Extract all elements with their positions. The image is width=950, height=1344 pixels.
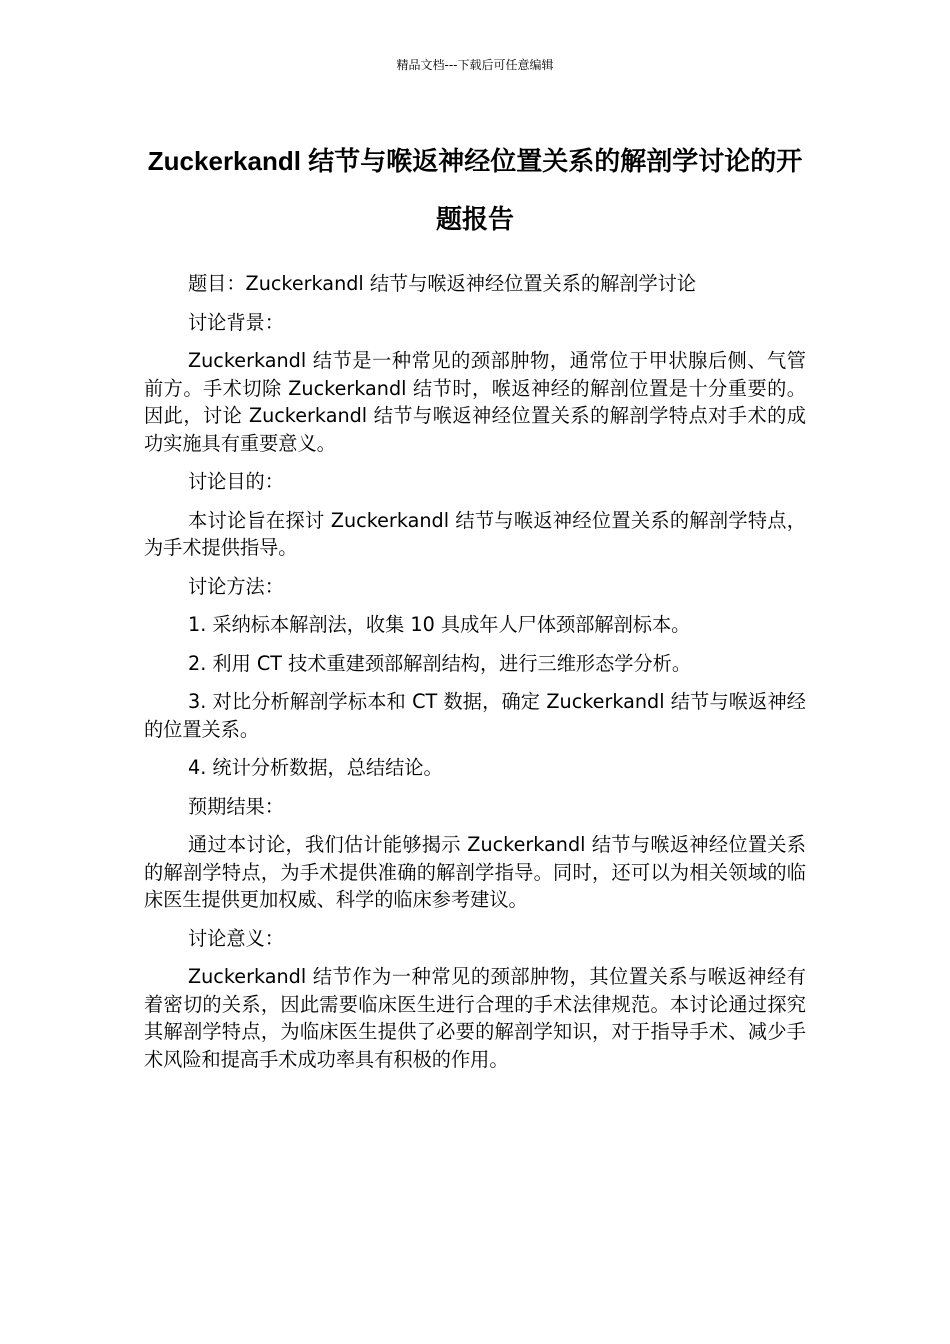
heading-expected-results: 预期结果： [188,794,284,818]
paragraph-expected-results: 通过本讨论，我们估计能够揭示 Zuckerkandl 结节与喉返神经位置关系的解剖学特点，为手术提供准确的解剖学指导。同时，还可以为相关领域的临床医生提供更加权威、科学的临床参考建议。 [144,833,806,911]
heading-purpose: 讨论目的： [188,470,284,493]
method-item-1: 1. 采纳标本解剖法，收集 10 具成年人尸体颈部解剖标本。 [188,613,691,636]
method-item-4: 4. 统计分析数据，总结结论。 [188,756,443,779]
heading-significance: 讨论意义： [188,926,284,950]
method-item-2: 2. 利用 CT 技术重建颈部解剖结构，进行三维形态学分析。 [188,651,692,675]
document-title: Zuckerkandl 结节与喉返神经位置关系的解剖学讨论的开题报告 [147,146,803,234]
heading-background: 讨论背景： [188,310,284,334]
method-item-3: 3. 对比分析解剖学标本和 CT 数据，确定 Zuckerkandl 结节与喉返神经的位置关系。 [144,690,806,741]
paragraph-background: Zuckerkandl 结节是一种常见的颈部肿物，通常位于甲状腺后侧、气管前方。手术切除 Zuckerkandl 结节时，喉返神经的解剖位置是十分重要的。因此，讨论 Zuckerkandl 结节与喉返神经位置关系的解剖学特点对手术的成功实施具有重要意义。 [144,349,806,455]
heading-method: 讨论方法： [188,574,284,598]
paragraph-topic: 题目：Zuckerkandl 结节与喉返神经位置关系的解剖学讨论 [188,272,697,295]
paragraph-purpose: 本讨论旨在探讨 Zuckerkandl 结节与喉返神经位置关系的解剖学特点，为手术提供指导。 [144,508,806,559]
header-note: 精品文档---下载后可任意编辑 [396,58,554,72]
paragraph-significance: Zuckerkandl 结节作为一种常见的颈部肿物，其位置关系与喉返神经有着密切的关系，因此需要临床医生进行合理的手术法律规范。本讨论通过探究其解剖学特点，为临床医生提供了必要的解剖学知识，对于指导手术、减少手术风险和提高手术成功率具有积极的作用。 [144,965,806,1071]
document-body [144,270,806,1084]
